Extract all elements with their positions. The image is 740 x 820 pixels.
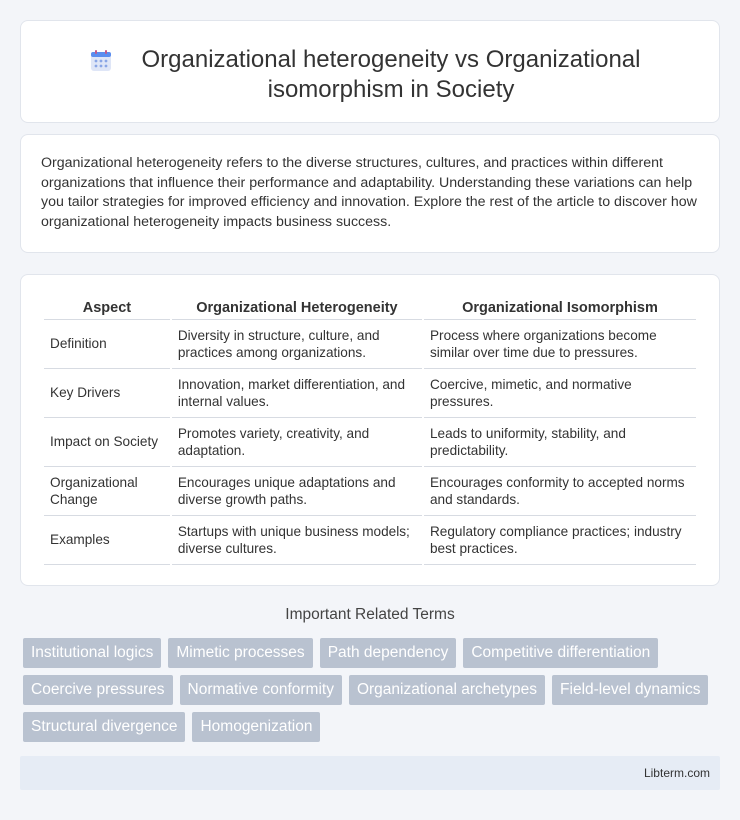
comparison-table	[42, 295, 698, 565]
cell-aspect: Impact on Society	[44, 418, 170, 467]
cell-aspect: Definition	[44, 320, 170, 369]
cell-aspect: Examples	[44, 516, 170, 565]
related-term-tag[interactable]: Organizational archetypes	[349, 675, 545, 705]
intro-paragraph: Organizational heterogeneity refers to the diverse structures, cultures, and practices within different organizations that influence their performance and adaptability. Understanding these variations can help you tailor strategies for improved efficiency and innovation. Explore the rest of the article to discover how organizational heterogeneity impacts business success.	[41, 155, 697, 231]
cell-isomorphism: Process where organizations become similar over time due to pressures.	[424, 320, 696, 369]
table-row	[44, 418, 696, 467]
related-term-tag[interactable]: Competitive differentiation	[463, 638, 658, 668]
column-header-isomorphism: Organizational Isomorphism	[424, 295, 696, 320]
related-term-tag[interactable]: Institutional logics	[23, 638, 161, 668]
cell-heterogeneity: Promotes variety, creativity, and adaptation.	[172, 418, 422, 467]
related-term-tag[interactable]: Field-level dynamics	[552, 675, 708, 705]
related-terms-list	[23, 638, 713, 742]
footer	[20, 756, 720, 790]
calendar-icon	[89, 49, 113, 73]
cell-heterogeneity: Innovation, market differentiation, and internal values.	[172, 369, 422, 418]
related-term-tag[interactable]: Coercive pressures	[23, 675, 173, 705]
related-terms-heading: Important Related Terms	[285, 606, 455, 623]
related-term-tag[interactable]: Homogenization	[192, 712, 320, 742]
cell-heterogeneity: Encourages unique adaptations and diverse growth paths.	[172, 467, 422, 516]
table-row	[44, 516, 696, 565]
related-term-tag[interactable]: Path dependency	[320, 638, 457, 668]
comparison-card	[20, 274, 720, 586]
page-title: Organizational heterogeneity vs Organizational isomorphism in Society	[141, 46, 641, 103]
cell-isomorphism: Encourages conformity to accepted norms and standards.	[424, 467, 696, 516]
related-term-tag[interactable]: Mimetic processes	[168, 638, 312, 668]
cell-aspect: Key Drivers	[44, 369, 170, 418]
cell-heterogeneity: Startups with unique business models; diverse cultures.	[172, 516, 422, 565]
cell-heterogeneity: Diversity in structure, culture, and practices among organizations.	[172, 320, 422, 369]
column-header-heterogeneity: Organizational Heterogeneity	[172, 295, 422, 320]
footer-brand-link[interactable]: Libterm.com	[643, 766, 710, 780]
cell-isomorphism: Leads to uniformity, stability, and predictability.	[424, 418, 696, 467]
related-term-tag[interactable]: Structural divergence	[23, 712, 185, 742]
cell-aspect: Organizational Change	[44, 467, 170, 516]
related-term-tag[interactable]: Normative conformity	[180, 675, 342, 705]
intro-card	[20, 134, 720, 253]
table-header-row	[44, 295, 696, 320]
table-row	[44, 467, 696, 516]
column-header-aspect: Aspect	[44, 295, 170, 320]
table-row	[44, 320, 696, 369]
cell-isomorphism: Regulatory compliance practices; industry best practices.	[424, 516, 696, 565]
table-row	[44, 369, 696, 418]
cell-isomorphism: Coercive, mimetic, and normative pressures.	[424, 369, 696, 418]
title-card	[20, 20, 720, 123]
